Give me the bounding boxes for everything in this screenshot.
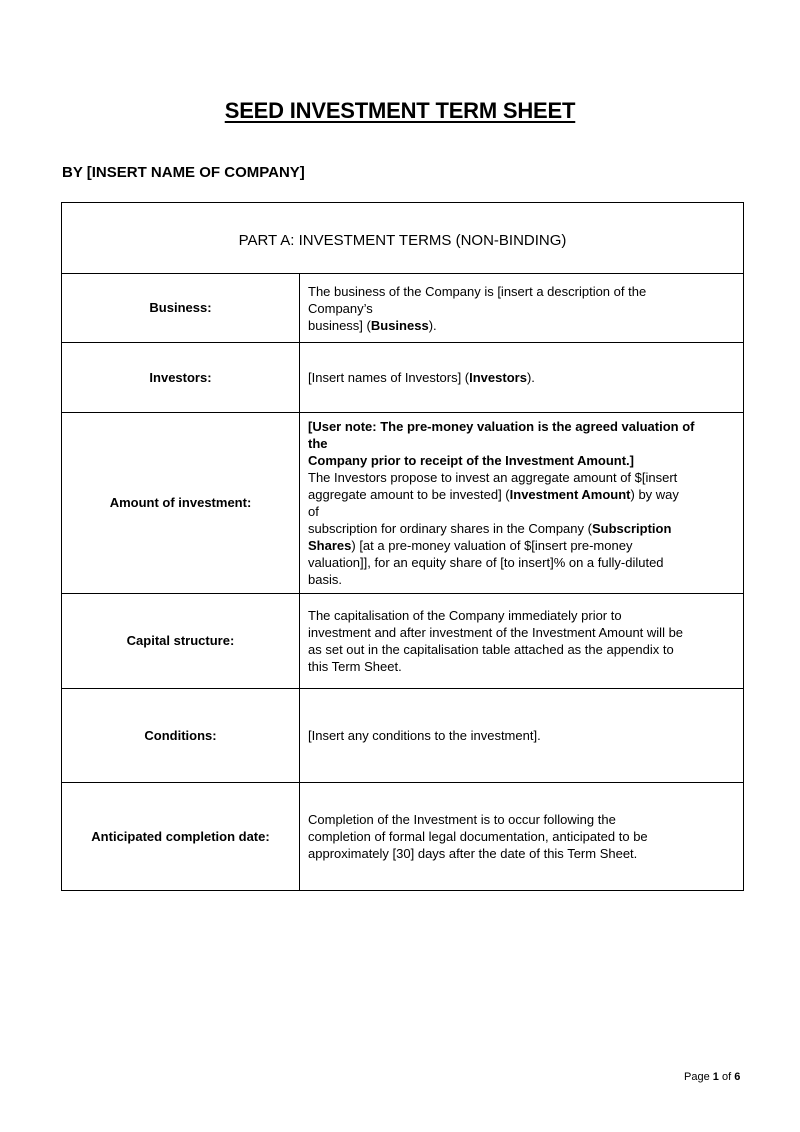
page-word: Page: [684, 1071, 710, 1083]
bold-term: Business: [370, 317, 429, 333]
bold-term: Company prior to receipt of the Investment Amount.]: [308, 453, 634, 468]
bold-term: Shares: [308, 538, 352, 553]
content-line: aggregate amount to be invested] (Investment Amount) by way: [308, 487, 679, 502]
page-number: [684, 1071, 740, 1083]
page-current: 1: [712, 1071, 719, 1083]
row-label-conditions: Conditions:: [62, 689, 300, 783]
bold-term: Investment Amount: [509, 487, 631, 502]
row-content-conditions: [300, 689, 744, 783]
row-content-completion-date: [300, 783, 744, 891]
content-line: this Term Sheet.: [308, 659, 402, 674]
content-line: of: [308, 504, 319, 519]
content-line: Completion of the Investment is to occur following the: [308, 812, 616, 827]
page-of: of: [721, 1071, 732, 1083]
company-by-line: BY [INSERT NAME OF COMPANY]: [62, 164, 305, 181]
bold-term: Subscription: [591, 521, 672, 536]
row-label-business: Business:: [62, 274, 300, 343]
row-label-investors: Investors:: [62, 343, 300, 413]
table-row: [62, 343, 744, 413]
content-line: as set out in the capitalisation table attached as the appendix to: [308, 642, 674, 657]
row-content-amount: [300, 413, 744, 594]
part-a-heading: PART A: INVESTMENT TERMS (NON-BINDING): [62, 203, 744, 274]
table-row: [62, 413, 744, 594]
content-line: completion of formal legal documentation, anticipated to be: [308, 829, 648, 844]
content-line: [Insert any conditions to the investment].: [308, 728, 541, 743]
investment-terms-table: [61, 202, 744, 891]
content-line: [308, 435, 737, 452]
content-line: basis.: [308, 572, 342, 587]
content-line: investment and after investment of the Investment Amount will be: [308, 625, 684, 640]
bold-term: [User note: The pre-money valuation is the agreed valuation of: [308, 419, 695, 434]
page-total: 6: [734, 1071, 741, 1083]
row-content-capital-structure: [300, 594, 744, 689]
table-row: [62, 783, 744, 891]
content-line: The Investors propose to invest an aggregate amount of $[insert: [308, 470, 678, 485]
table-row: [62, 689, 744, 783]
content-line: subscription for ordinary shares in the Company (Subscription: [308, 521, 672, 536]
row-content-investors: [300, 343, 744, 413]
row-label-capital-structure: Capital structure:: [62, 594, 300, 689]
content-line: approximately [30] days after the date of this Term Sheet.: [308, 846, 638, 861]
document-title: SEED INVESTMENT TERM SHEET: [224, 98, 576, 123]
table-row: [62, 274, 744, 343]
content-line: [Insert names of Investors] (Investors).: [308, 370, 535, 385]
content-line: Company’s: [308, 300, 373, 316]
row-label-amount: Amount of investment:: [62, 413, 300, 594]
bold-term: Investors: [469, 370, 527, 385]
row-label-completion-date: Anticipated completion date:: [62, 783, 300, 891]
content-line: valuation]], for an equity share of [to insert]% on a fully-diluted: [308, 555, 664, 570]
content-line: [308, 418, 737, 435]
content-line: The business of the Company is [insert a description of the: [308, 283, 647, 299]
content-line: Shares) [at a pre-money valuation of $[insert pre-money: [308, 538, 633, 553]
part-a-heading-row: [62, 203, 744, 274]
table-row: [62, 594, 744, 689]
row-content-business: [300, 274, 744, 343]
content-line: [308, 452, 737, 469]
bold-term: the: [308, 436, 328, 451]
content-line: The capitalisation of the Company immediately prior to: [308, 608, 622, 623]
content-line: business] (Business).: [308, 317, 437, 333]
